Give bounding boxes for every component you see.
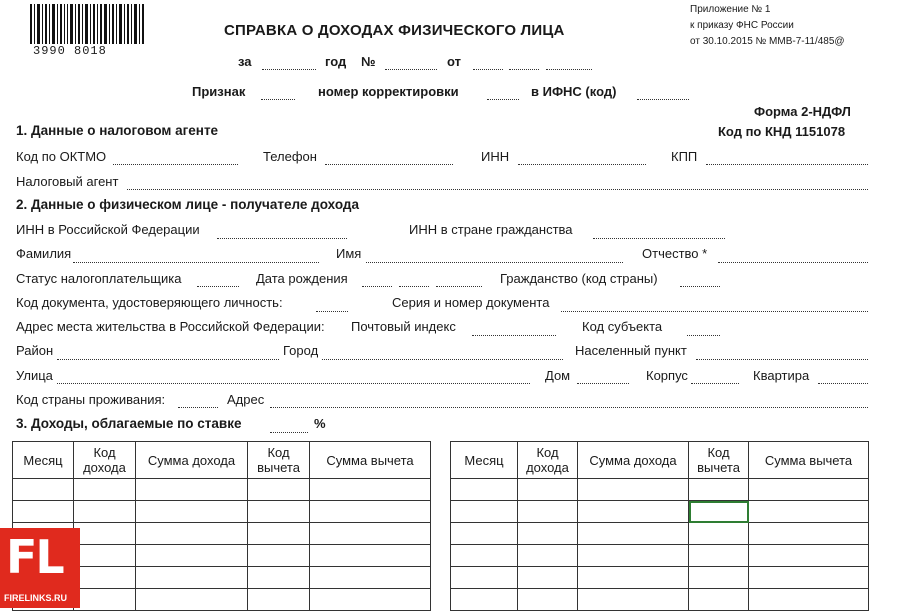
col-income-sum: Сумма дохода	[578, 442, 689, 479]
col-deduction-code: Код вычета	[248, 442, 310, 479]
label-citizenship: Гражданство (код страны)	[500, 271, 658, 286]
label-postcode: Почтовый индекс	[351, 319, 456, 334]
street-field[interactable]	[57, 382, 530, 384]
birth-day-field[interactable]	[362, 285, 392, 287]
col-deduction-sum: Сумма вычета	[749, 442, 869, 479]
label-street: Улица	[16, 368, 53, 383]
percent-sign: %	[314, 416, 326, 431]
label-god: год	[325, 54, 347, 69]
label-building: Корпус	[646, 368, 688, 383]
table-row	[451, 523, 869, 545]
label-agent-inn: ИНН	[481, 149, 510, 164]
form-name: Форма 2-НДФЛ	[754, 104, 851, 119]
appendix-line1: Приложение № 1	[690, 4, 771, 15]
region-code-field[interactable]	[687, 334, 720, 336]
postcode-field[interactable]	[472, 334, 556, 336]
year-field[interactable]	[262, 68, 316, 70]
locality-field[interactable]	[696, 358, 868, 360]
label-address: Адрес	[227, 392, 265, 407]
label-ifns: в ИФНС (код)	[531, 84, 617, 99]
barcode	[30, 4, 144, 46]
section1-title: 1. Данные о налоговом агенте	[16, 123, 219, 138]
label-name: Имя	[336, 246, 362, 261]
label-status: Статус налогоплательщика	[16, 271, 182, 286]
col-deduction-code: Код вычета	[689, 442, 749, 479]
apartment-field[interactable]	[818, 382, 868, 384]
label-district: Район	[16, 343, 54, 358]
label-patronymic: Отчество *	[642, 246, 708, 261]
table-row	[451, 545, 869, 567]
label-country-code: Код страны проживания:	[16, 392, 166, 407]
label-doc-series: Серия и номер документа	[392, 295, 550, 310]
phone-field[interactable]	[325, 163, 453, 165]
section3-title: 3. Доходы, облагаемые по ставке	[16, 416, 242, 431]
label-kpp: КПП	[671, 149, 698, 164]
table-row	[13, 501, 431, 523]
label-phone: Телефон	[263, 149, 317, 164]
ifns-code-field[interactable]	[637, 98, 689, 100]
city-field[interactable]	[322, 358, 563, 360]
surname-field[interactable]	[73, 261, 319, 263]
label-house: Дом	[545, 368, 571, 383]
citizenship-field[interactable]	[680, 285, 720, 287]
rate-field[interactable]	[270, 431, 308, 433]
date-year-field[interactable]	[546, 68, 592, 70]
birth-year-field[interactable]	[436, 285, 482, 287]
form-knd: Код по КНД 1151078	[718, 124, 846, 139]
label-apartment: Квартира	[753, 368, 810, 383]
date-day-field[interactable]	[473, 68, 503, 70]
district-field[interactable]	[57, 358, 279, 360]
col-income-code: Код дохода	[518, 442, 578, 479]
label-locality: Населенный пункт	[575, 343, 687, 358]
doc-code-field[interactable]	[316, 310, 348, 312]
income-table-right	[450, 441, 869, 611]
watermark-site: FIRELINKS.RU	[4, 593, 67, 603]
priznak-field[interactable]	[261, 98, 295, 100]
table-row	[451, 479, 869, 501]
correction-number-field[interactable]	[487, 98, 519, 100]
house-field[interactable]	[577, 382, 629, 384]
label-tax-agent: Налоговый агент	[16, 174, 119, 189]
status-field[interactable]	[197, 285, 239, 287]
col-month: Месяц	[451, 442, 518, 479]
table-row	[451, 589, 869, 611]
label-inn-rf: ИНН в Российской Федерации	[16, 222, 200, 237]
label-birth: Дата рождения	[256, 271, 348, 286]
col-income-sum: Сумма дохода	[136, 442, 248, 479]
label-num: №	[361, 54, 376, 69]
label-city: Город	[283, 343, 319, 358]
selected-cell[interactable]	[689, 501, 749, 523]
appendix-line2: к приказу ФНС России	[690, 20, 794, 31]
table-row	[13, 479, 431, 501]
inn-rf-field[interactable]	[217, 237, 347, 239]
name-field[interactable]	[366, 261, 623, 263]
label-ot: от	[447, 54, 461, 69]
label-inn-country: ИНН в стране гражданства	[409, 222, 573, 237]
address-field[interactable]	[270, 406, 868, 408]
tax-agent-field[interactable]	[127, 188, 868, 190]
doc-series-field[interactable]	[561, 310, 868, 312]
col-month: Месяц	[13, 442, 74, 479]
appendix-line3: от 30.10.2015 № ММВ-7-11/485@	[690, 36, 845, 47]
col-deduction-sum: Сумма вычета	[310, 442, 431, 479]
kpp-field[interactable]	[706, 163, 868, 165]
label-region-code: Код субъекта	[582, 319, 663, 334]
table-row	[451, 501, 869, 523]
date-month-field[interactable]	[509, 68, 539, 70]
table-row	[451, 567, 869, 589]
page-title: СПРАВКА О ДОХОДАХ ФИЗИЧЕСКОГО ЛИЦА	[224, 22, 565, 39]
label-correction-number: номер корректировки	[318, 84, 459, 99]
inn-country-field[interactable]	[593, 237, 725, 239]
section2-title: 2. Данные о физическом лице - получателе дохода	[16, 197, 359, 212]
patronymic-field[interactable]	[718, 261, 868, 263]
building-field[interactable]	[691, 382, 739, 384]
number-field[interactable]	[385, 68, 437, 70]
agent-inn-field[interactable]	[518, 163, 646, 165]
label-surname: Фамилия	[16, 246, 72, 261]
label-address-rf: Адрес места жительства в Российской Федерации:	[16, 319, 325, 334]
birth-month-field[interactable]	[399, 285, 429, 287]
label-doc-code: Код документа, удостоверяющего личность:	[16, 295, 283, 310]
label-oktmo: Код по ОКТМО	[16, 149, 107, 164]
watermark-logo-text: FL	[6, 530, 63, 584]
barcode-number: 3990 8018	[33, 44, 107, 58]
label-priznak: Признак	[192, 84, 246, 99]
country-code-field[interactable]	[178, 406, 218, 408]
col-income-code: Код дохода	[74, 442, 136, 479]
label-za: за	[238, 54, 252, 69]
oktmo-field[interactable]	[113, 163, 238, 165]
